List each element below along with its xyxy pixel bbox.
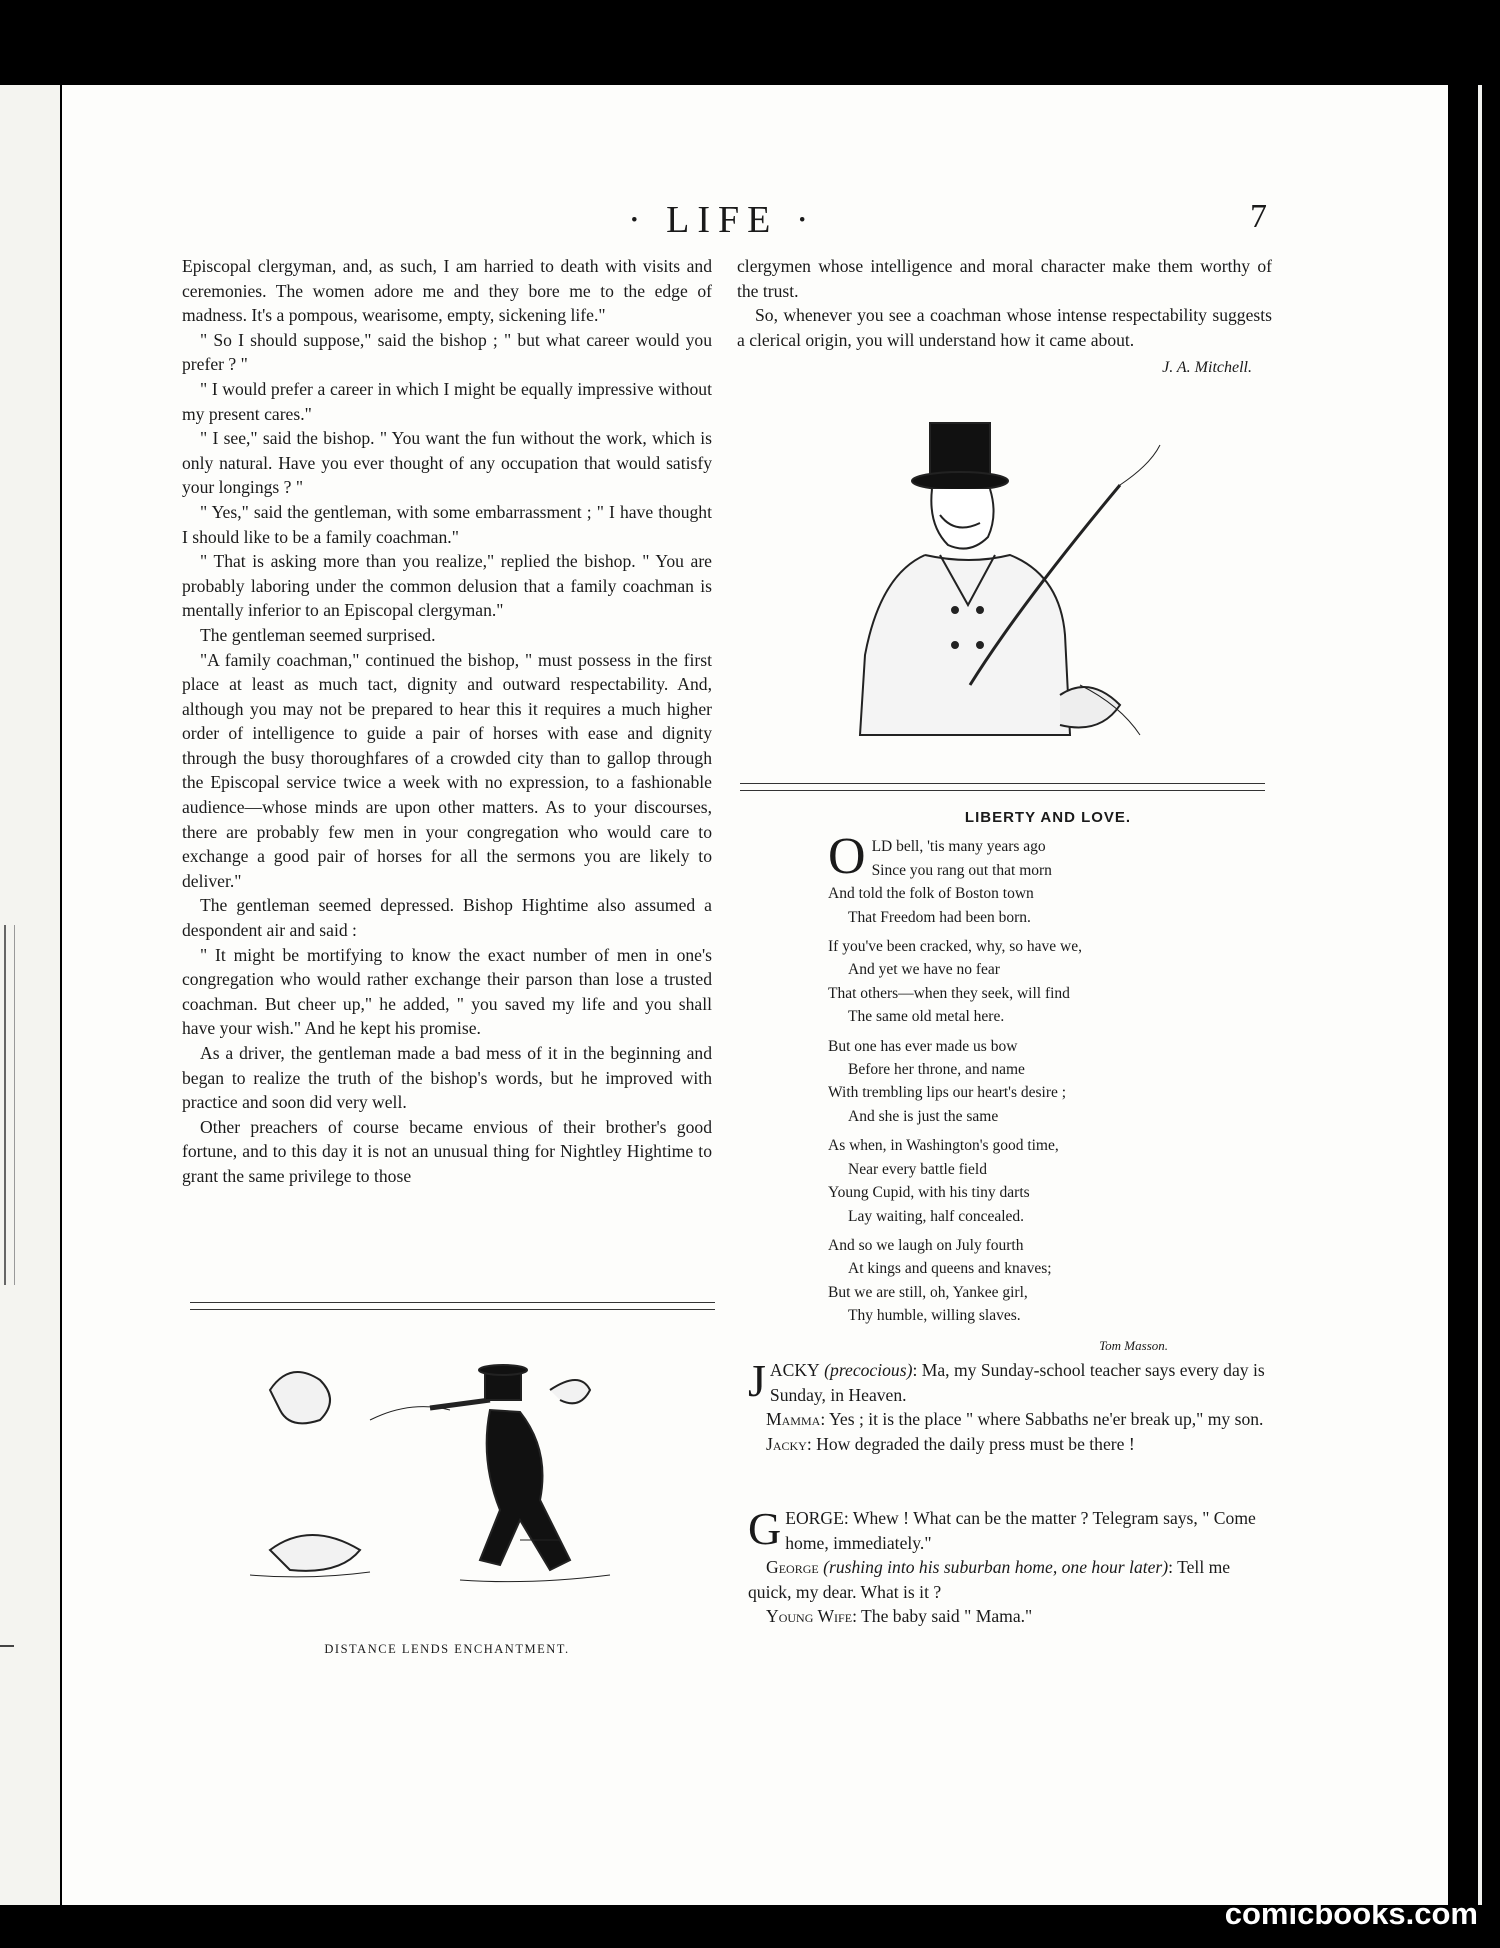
- paragraph: As a driver, the gentleman made a bad mess of it in the beginning and began to realize the truth of the bishop's words, but he improved with practice and soon did very well.: [182, 1043, 712, 1113]
- dialogue-text: : How degraded the daily press must be there !: [806, 1433, 1135, 1454]
- edge-mark: [0, 1645, 14, 1647]
- poem-stanza: [828, 1234, 1208, 1328]
- cartoon-caption: DISTANCE LENDS ENCHANTMENT.: [324, 1642, 570, 1656]
- poem-author: Tom Masson.: [1099, 1337, 1168, 1353]
- poem-line: Since you rang out that morn: [871, 861, 1052, 879]
- masthead: · LIFE ·: [628, 199, 817, 241]
- paragraph: The gentleman seemed surprised.: [200, 624, 436, 645]
- paragraph: " Yes," said the gentleman, with some embarrassment ; " I have thought I should like to be a family coachman.": [182, 501, 712, 547]
- poem-line: At kings and queens and knaves;: [848, 1260, 1052, 1278]
- george-dialogue: [748, 1503, 1273, 1629]
- poem-stanza: [828, 828, 1208, 929]
- dialogue-line: [748, 1407, 1273, 1432]
- drop-cap: G: [748, 1503, 782, 1554]
- dialogue-line: [748, 1604, 1273, 1629]
- poem-liberty-and-love: [828, 806, 1208, 1357]
- speaker-name: EORGE: [785, 1508, 844, 1528]
- poem-line: But we are still, oh, Yankee girl,: [828, 1283, 1028, 1301]
- jacky-dialogue: [748, 1355, 1273, 1456]
- paragraph: " It might be mortifying to know the exact number of men in one's congregation who would rather exchange their parson than lose a trusted coachman. But cheer up," he added, " you saved my life and you shall have your wish." And he kept his promise.: [182, 944, 712, 1039]
- paragraph: The gentleman seemed depressed. Bishop Hightime also assumed a despondent air and said :: [182, 895, 712, 941]
- poem-line: And so we laugh on July fourth: [828, 1236, 1024, 1254]
- section-rule: [740, 783, 1265, 791]
- stage-direction: (rushing into his suburban home, one hour later): [823, 1557, 1169, 1578]
- drop-cap: J: [748, 1355, 766, 1406]
- paragraph: " That is asking more than you realize," replied the bishop. " You are probably laboring under the common delusion that a family coachman is mentally inferior to an Episcopal clergyman.": [182, 551, 712, 621]
- telescope-cartoon: [250, 1340, 650, 1620]
- paragraph: "A family coachman," continued the bishop, " must possess in the first place at least as much tact, dignity and outward respectability. And, although you may not be prepared to hear this it requires a much higher order of intelligence to guide a pair of horses with ease and dignity through the busy thoroughfares of a crowded city than to gallop through the Episcopal service twice a week with no expression, to a fashionable audience—whose minds are upon other matters. As to your discourses, there are probably few men in your congregation who would care to exchange a good pair of horses for all the sermons you are likely to deliver.": [182, 649, 712, 891]
- dialogue-line: [748, 1503, 1273, 1555]
- poem-line: Near every battle field: [848, 1160, 987, 1178]
- dialogue-text: : The baby said " Mama.": [852, 1606, 1033, 1627]
- dialogue-line: [748, 1355, 1273, 1407]
- speaker-name: Jacky: [766, 1433, 807, 1454]
- page-number: 7: [1250, 198, 1267, 235]
- poem-line: Young Cupid, with his tiny darts: [828, 1184, 1030, 1202]
- speaker-name: ACKY: [769, 1360, 820, 1380]
- poem-line: That Freedom had been born.: [848, 908, 1031, 926]
- speaker-name: Mamma: [766, 1409, 821, 1430]
- paragraph: Other preachers of course became envious of their brother's good fortune, and to this day it is not an unusual thing for Nightley Hightime to grant the same privilege to those: [182, 1116, 712, 1186]
- paragraph: " I would prefer a career in which I might be equally impressive without my present cares.": [182, 378, 712, 424]
- poem-line: The same old metal here.: [848, 1008, 1005, 1026]
- poem-line: But one has ever made us bow: [828, 1037, 1018, 1055]
- poem-line: As when, in Washington's good time,: [828, 1137, 1059, 1155]
- paragraph: clergymen whose intelligence and moral character make them worthy of the trust.: [737, 256, 1272, 301]
- poem-stanza: [828, 1035, 1208, 1129]
- right-column-text: [737, 254, 1272, 381]
- stage-direction: (precocious): [824, 1360, 913, 1380]
- poem-line: If you've been cracked, why, so have we,: [828, 938, 1082, 956]
- poem-stanza: [828, 935, 1208, 1029]
- dialogue-line: [748, 1555, 1273, 1604]
- author-signature: J. A. Mitchell.: [1162, 359, 1252, 377]
- dialogue-text: : Ma, my Sunday-school teacher says every day is Sunday, in Heaven.: [769, 1360, 1265, 1405]
- watermark: comicbooks.com: [1224, 1896, 1478, 1931]
- poem-line: And told the folk of Boston town: [828, 885, 1034, 903]
- left-column-text: [182, 254, 712, 1189]
- poem-stanza: [828, 1134, 1208, 1228]
- drop-cap: O: [828, 828, 866, 886]
- paragraph: So, whenever you see a coachman whose intense respectability suggests a clerical origin, you will understand how it came about.: [737, 305, 1272, 350]
- poem-line: Lay waiting, half concealed.: [848, 1207, 1025, 1225]
- poem-line: Thy humble, willing slaves.: [848, 1307, 1021, 1325]
- poem-line: And yet we have no fear: [848, 961, 1000, 979]
- poem-line: That others—when they seek, will find: [828, 984, 1070, 1002]
- adjacent-page-edge: [0, 85, 60, 1905]
- dialogue-line: [748, 1432, 1273, 1457]
- speaker-name: Young Wife: [766, 1606, 853, 1627]
- section-rule: [190, 1302, 715, 1310]
- poem-line: With trembling lips our heart's desire ;: [828, 1084, 1067, 1102]
- binding-mark: [4, 925, 15, 1285]
- poem-title: LIBERTY AND LOVE.: [964, 809, 1132, 826]
- dialogue-text: : Whew ! What can be the matter ? Telegram says, " Come home, immediately.": [785, 1508, 1256, 1553]
- poem-line: LD bell, 'tis many years ago: [871, 838, 1046, 856]
- speaker-name: George: [766, 1557, 819, 1578]
- dialogue-text: : Yes ; it is the place " where Sabbaths ne'er break up," my son.: [820, 1409, 1264, 1430]
- dialogue-text: : Tell me quick, my dear. What is it ?: [748, 1557, 1231, 1602]
- paragraph: " I see," said the bishop. " You want the fun without the work, which is only natural. Have you ever thought of any occupation that would satisfy your longings ? ": [182, 428, 712, 498]
- poem-line: Before her throne, and name: [848, 1061, 1025, 1079]
- poem-line: And she is just the same: [848, 1107, 999, 1125]
- paragraph: Episcopal clergyman, and, as such, I am harried to death with visits and ceremonies. The women adore me and they bore me to the edge of madness. It's a pompous, wearisome, empty, sickening life.": [182, 256, 712, 326]
- coachman-illustration: [820, 405, 1180, 765]
- paragraph: " So I should suppose," said the bishop ; " but what career would you prefer ? ": [182, 329, 712, 375]
- page-right-edge: [1478, 85, 1482, 1905]
